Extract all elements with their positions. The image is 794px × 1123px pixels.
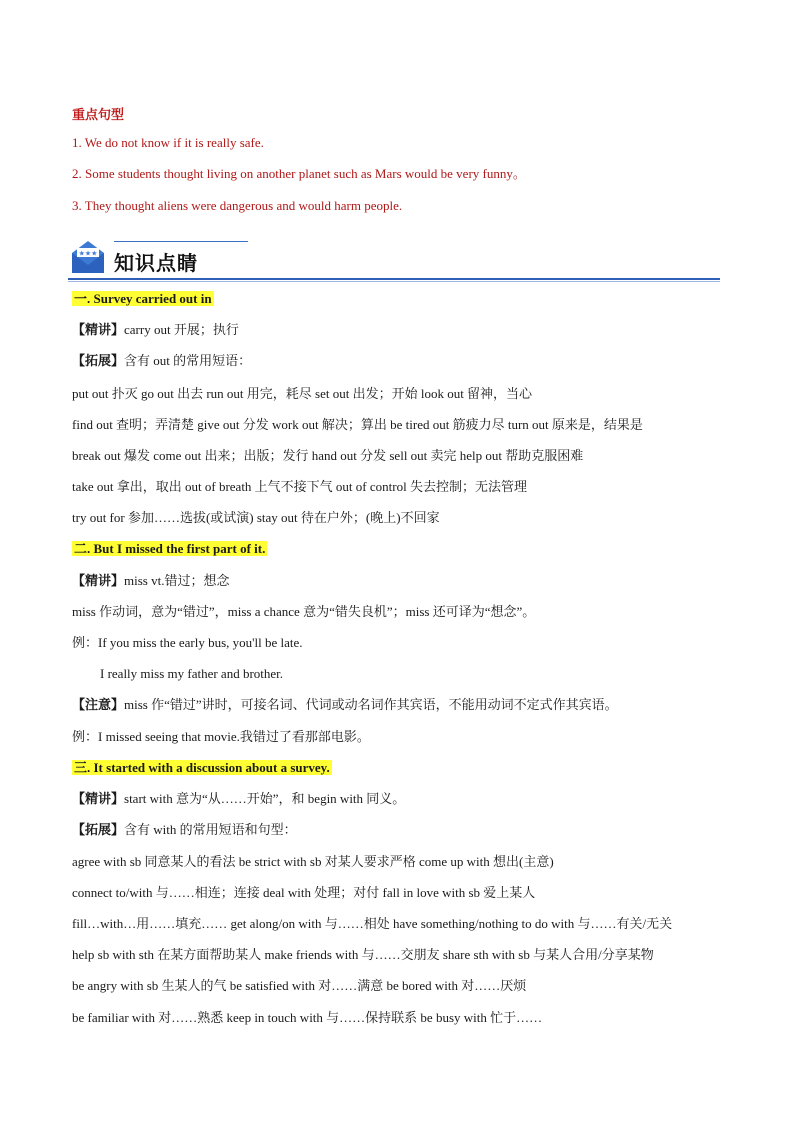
jingjiang-tag: 【精讲】 — [72, 792, 125, 807]
section3-title-text: 三. It started with a discussion about a survey. — [74, 760, 330, 775]
note-text: miss 作“错过”讲时，可接名词、代词或动名词作其宾语，不能用动词不定式作其宾语。 — [124, 697, 618, 712]
jingjiang-tag: 【精讲】 — [72, 574, 125, 589]
section2-title-text: 二. But I missed the first part of it. — [74, 541, 266, 556]
section2-jingjiang — [72, 572, 229, 591]
key-sentences-heading: 重点句型 — [72, 108, 125, 123]
section3-tuozhan — [72, 821, 297, 840]
with-phrase-row-1: agree with sb 同意某人的看法 be strict with sb 对某人要求严格 come up with 想出(主意) — [72, 854, 554, 869]
key-sentence-1: 1. We do not know if it is really safe. — [72, 135, 264, 150]
knowledge-header — [68, 237, 720, 281]
section2-desc: miss 作动词，意为“错过”，miss a chance 意为“错失良机”；miss 还可译为“想念”。 — [72, 604, 536, 619]
with-phrase-row-6: be familiar with 对……熟悉 keep in touch with 与……保持联系 be busy with 忙于…… — [72, 1010, 543, 1025]
section1-tuozhan — [72, 352, 251, 371]
key-sentence-2: 2. Some students thought living on another planet such as Mars would be very funny。 — [72, 166, 526, 181]
with-phrase-row-3: fill…with…用……填充…… get along/on with 与……相处 have something/nothing to do with 与……有关/无关 — [72, 916, 673, 931]
tuozhan-tag: 【拓展】 — [72, 354, 125, 369]
out-phrase-row-3: break out 爆发 come out 出来；出版；发行 hand out 分发 sell out 卖完 help out 帮助克服困难 — [72, 448, 584, 463]
section2-example-3: 例：I missed seeing that movie.我错过了看那部电影。 — [72, 729, 370, 744]
header-rule-thin — [68, 281, 720, 282]
jingjiang-text: carry out 开展；执行 — [124, 322, 239, 337]
tuozhan-text: 含有 out 的常用短语： — [124, 353, 252, 368]
key-sentence-3: 3. They thought aliens were dangerous and would harm people. — [72, 198, 403, 213]
section1-jingjiang — [72, 321, 239, 340]
tuozhan-tag: 【拓展】 — [72, 823, 125, 838]
section1-title-text: 一. Survey carried out in — [74, 291, 212, 306]
with-phrase-row-5: be angry with sb 生某人的气 be satisfied with 对……满意 be bored with 对……厌烦 — [72, 978, 527, 993]
jingjiang-text: start with 意为“从……开始”，和 begin with 同义。 — [124, 791, 406, 806]
envelope-icon — [68, 239, 108, 275]
section3-title — [72, 759, 332, 777]
knowledge-title: 知识点睛 — [114, 251, 198, 275]
svg-text:★★★: ★★★ — [78, 249, 98, 258]
section2-title — [72, 540, 267, 558]
section1-title — [72, 290, 214, 308]
jingjiang-tag: 【精讲】 — [72, 323, 125, 338]
note-tag: 【注意】 — [72, 698, 125, 713]
out-phrase-row-5: try out for 参加……选拔(或试演) stay out 待在户外；(晚上)不回家 — [72, 510, 440, 525]
section2-example-1: 例：If you miss the early bus, you'll be late. — [72, 635, 303, 650]
header-top-rule — [114, 241, 248, 242]
with-phrase-row-4: help sb with sth 在某方面帮助某人 make friends with 与……交朋友 share sth with sb 与某人合用/分享某物 — [72, 947, 654, 962]
jingjiang-text: miss vt.错过；想念 — [124, 573, 230, 588]
out-phrase-row-4: take out 拿出，取出 out of breath 上气不接下气 out of control 失去控制；无法管理 — [72, 479, 527, 494]
header-rule — [68, 278, 720, 280]
out-phrase-row-2: find out 查明；弄清楚 give out 分发 work out 解决；算出 be tired out 筋疲力尽 turn out 原来是，结果是 — [72, 417, 643, 432]
with-phrase-row-2: connect to/with 与……相连；连接 deal with 处理；对付 fall in love with sb 爱上某人 — [72, 885, 536, 900]
section2-example-2: I really miss my father and brother. — [100, 666, 284, 681]
tuozhan-text: 含有 with 的常用短语和句型： — [124, 822, 297, 837]
section3-jingjiang — [72, 790, 405, 809]
out-phrase-row-1: put out 扑灭 go out 出去 run out 用完，耗尽 set out 出发；开始 look out 留神，当心 — [72, 386, 533, 401]
section2-note — [72, 696, 618, 715]
